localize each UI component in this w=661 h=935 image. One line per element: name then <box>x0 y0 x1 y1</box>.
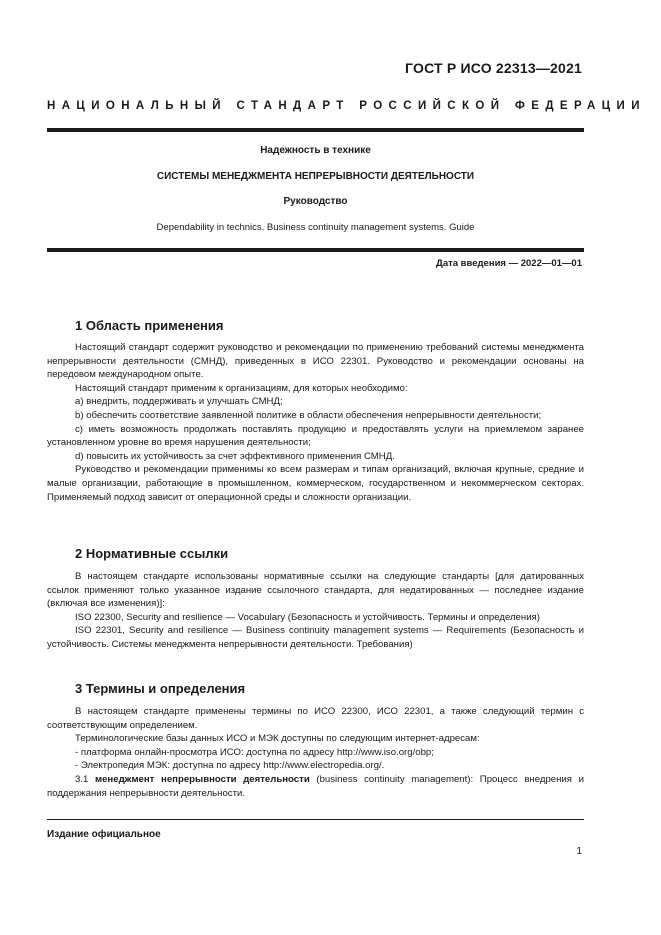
paragraph: В настоящем стандарте использованы нормативные ссылки на следующие стандарты [для датированных ссылок применяют только указанное издание ссылочного стандарта, для недатированных — последнее издание (включая все изменения)]: <box>47 571 584 610</box>
section-3-body <box>47 705 584 800</box>
document-kind: Руководство <box>283 196 348 207</box>
paragraph: В настоящем стандарте применены термины по ИСО 22300, ИСО 22301, а также следующий термин с соответствующим определением. <box>47 706 584 731</box>
paragraph: Настоящий стандарт применим к организациям, для которых необходимо: <box>75 382 408 394</box>
list-item: d) повысить их устойчивость за счет эффективного применения СМНД. <box>75 450 395 462</box>
definition-text: (business continuity management): Процесс внедрения и поддержания непрерывности деятельности. <box>47 773 584 799</box>
edition-label: Издание официальное <box>47 829 161 840</box>
link-item: - Электропедия МЭК: доступна по адресу http://www.electropedia.org/. <box>75 760 385 772</box>
section-3-title: 3 Термины и определения <box>75 681 246 696</box>
page-number: 1 <box>576 846 582 857</box>
introduction-date: Дата введения — 2022—01—01 <box>436 258 582 269</box>
section-2-title: 2 Нормативные ссылки <box>75 546 229 561</box>
definition <box>47 773 584 800</box>
main-title: СИСТЕМЫ МЕНЕДЖМЕНТА НЕПРЕРЫВНОСТИ ДЕЯТЕЛЬНОСТИ <box>156 171 475 182</box>
paragraph: Настоящий стандарт содержит руководство и рекомендации по применению требований системы менеджмента непрерывности деятельности (СМНД), приведенных в ИСО 22301. Руководство и рекомендации основаны на передовом международном опыте. <box>47 342 584 381</box>
list-item: a) внедрить, поддерживать и улучшать СМНД; <box>75 396 283 408</box>
list-item: c) иметь возможность продолжать поставлять продукцию и предоставлять услуги на приемлемом заранее установленном уровне во время нарушения деятельности; <box>47 423 584 449</box>
header-rule <box>47 128 584 132</box>
english-title: Dependability in technics. Business continuity management systems. Guide <box>156 222 475 233</box>
reference-item: ISO 22301, Security and resilience — Business continuity management systems — Requirements (Безопасность и устойчивость. Системы менеджмента непрерывности деятельности. Требования) <box>47 625 584 650</box>
list-item: b) обеспечить соответствие заявленной политике в области обеспечения непрерывности деятельности; <box>75 409 542 421</box>
section-1-body <box>47 341 584 504</box>
link-item: - платформа онлайн-просмотра ИСО: доступна по адресу http://www.iso.org/obp; <box>75 746 434 758</box>
definition-term: менеджмент непрерывности деятельности <box>95 773 310 785</box>
paragraph: Терминологические базы данных ИСО и МЭК доступны по следующим интернет-адресам: <box>75 733 480 745</box>
field-title: Надежность в технике <box>260 145 371 156</box>
definition-number: 3.1 <box>75 773 89 785</box>
footer-rule <box>47 819 584 820</box>
standard-code: ГОСТ Р ИСО 22313—2021 <box>405 60 582 76</box>
reference-item: ISO 22300, Security and resilience — Vocabulary (Безопасность и устойчивость. Термины и определения) <box>75 611 540 623</box>
paragraph: Руководство и рекомендации применимы ко всем размерам и типам организаций, включая крупные, средние и малые организации, работающие в промышленном, коммерческом, государственном и некоммерческом секторах. Применяемый подход зависит от операционной среды и сложности организации. <box>47 464 584 503</box>
section-1-title: 1 Область применения <box>75 318 224 333</box>
national-standard-heading: НАЦИОНАЛЬНЫЙ СТАНДАРТ РОССИЙСКОЙ ФЕДЕРАЦИИ <box>47 100 646 112</box>
section-2-body <box>47 570 584 652</box>
title-rule <box>47 248 584 252</box>
